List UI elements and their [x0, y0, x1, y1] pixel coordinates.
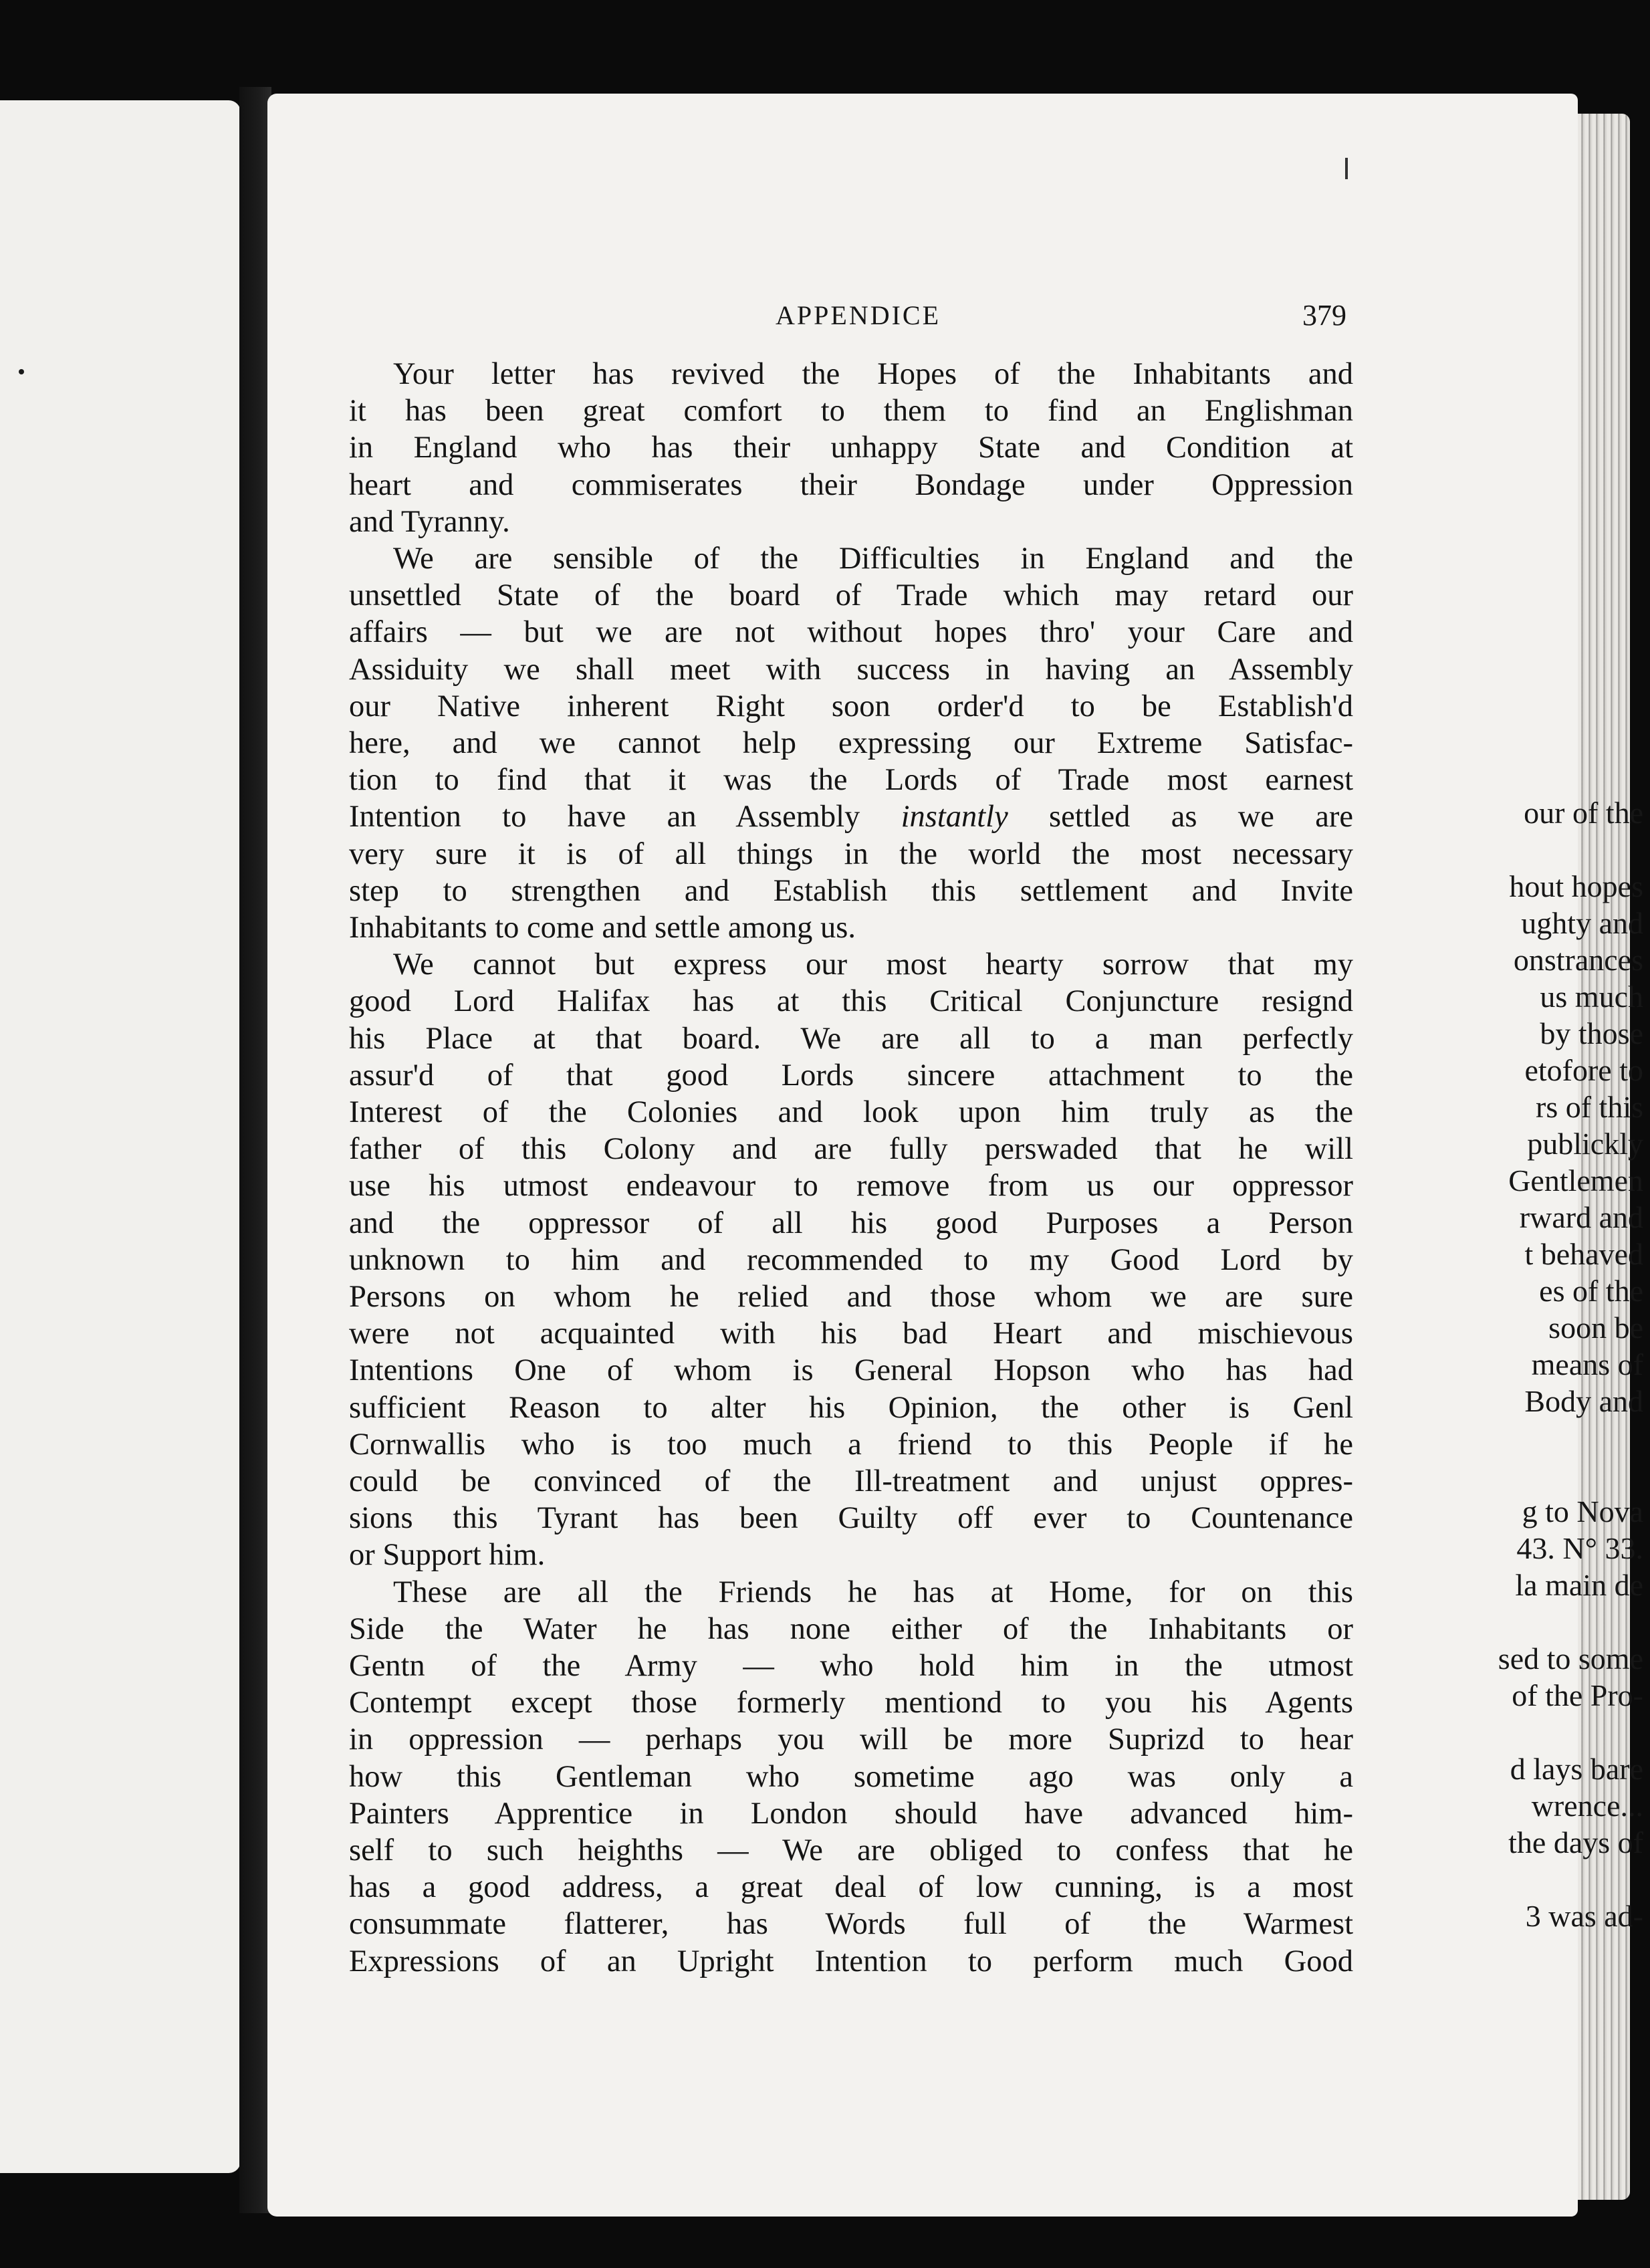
body-line: These are all the Friends he has at Home, for on this — [393, 1575, 1353, 1609]
left-page-line: es of the — [1539, 1274, 1643, 1308]
body-line: We cannot but express our most hearty sorrow that my — [393, 947, 1353, 982]
body-line: father of this Colony and are fully perswaded that he will — [349, 1132, 1353, 1166]
body-line: Side the Water he has none either of the Inhabitants or — [349, 1612, 1353, 1646]
page-number: 379 — [1302, 299, 1346, 332]
body-line: heart and commiserates their Bondage under Oppression — [349, 468, 1353, 502]
left-page-line: soon be — [1548, 1311, 1643, 1345]
left-page-line: Gentlemen — [1508, 1163, 1643, 1198]
left-page-line: ughty and — [1521, 906, 1643, 940]
left-page-line: t behaved — [1524, 1237, 1643, 1271]
left-page — [0, 100, 241, 2173]
left-page-line: wrence... — [1531, 1789, 1643, 1823]
body-line: Expressions of an Upright Intention to perform much Good — [349, 1944, 1353, 1978]
body-line: Cornwallis who is too much a friend to this People if he — [349, 1428, 1353, 1462]
body-line: Intentions One of whom is General Hopson who has had — [349, 1353, 1353, 1387]
left-page-line: sed to some — [1498, 1641, 1643, 1676]
body-line: sufficient Reason to alter his Opinion, the other is Genl — [349, 1391, 1353, 1425]
body-line: unsettled State of the board of Trade which may retard our — [349, 578, 1353, 612]
left-page-line: 43. N° 33. — [1516, 1531, 1643, 1565]
body-line: how this Gentleman who sometime ago was only a — [349, 1760, 1353, 1794]
body-line: consummate flatterer, has Words full of the Warmest — [349, 1907, 1353, 1941]
body-line: Intention to have an Assembly instantly settled as we are — [349, 800, 1353, 834]
body-line: tion to find that it was the Lords of Trade most earnest — [349, 763, 1353, 797]
left-page-line: our of the — [1524, 796, 1643, 830]
italic-word: instantly — [901, 800, 1008, 834]
left-page-line: onstrances — [1513, 943, 1643, 977]
left-page-line: d lays bare — [1510, 1752, 1643, 1786]
body-line: We are sensible of the Difficulties in England and the — [393, 542, 1353, 576]
left-page-line: rs of this — [1536, 1090, 1643, 1124]
left-page-line: hout hopes — [1509, 869, 1643, 903]
body-line: and the oppressor of all his good Purposes a Person — [349, 1206, 1353, 1240]
body-line: or Support him. — [349, 1538, 546, 1572]
ink-dot — [19, 369, 24, 374]
body-line: Painters Apprentice in London should have advanced him- — [349, 1797, 1353, 1831]
left-page-line: 3 was ad- — [1525, 1899, 1643, 1933]
body-line: use his utmost endeavour to remove from us our oppressor — [349, 1169, 1353, 1203]
body-line: assur'd of that good Lords sincere attachment to the — [349, 1058, 1353, 1093]
body-line: self to such heighths — We are obliged to confess that he — [349, 1833, 1353, 1867]
left-page-line: publickly — [1527, 1127, 1643, 1161]
left-page-line: Body and — [1524, 1384, 1643, 1418]
left-page-line: us much — [1540, 980, 1643, 1014]
running-head: APPENDICE — [776, 300, 941, 330]
body-line: Contempt except those formerly mentiond to you his Agents — [349, 1686, 1353, 1720]
left-page-line: of the Pro- — [1512, 1678, 1643, 1712]
book-spine — [239, 87, 271, 2213]
body-line: step to strengthen and Establish this settlement and Invite — [349, 874, 1353, 908]
body-line: unknown to him and recommended to my Good Lord by — [349, 1243, 1353, 1277]
body-line: in England who has their unhappy State and Condition at — [349, 431, 1353, 465]
body-line: Gentn of the Army — who hold him in the utmost — [349, 1649, 1353, 1683]
body-line: his Place at that board. We are all to a man perfectly — [349, 1022, 1353, 1056]
body-line: Your letter has revived the Hopes of the Inhabitants and — [393, 357, 1353, 391]
left-page-line: la main de — [1515, 1568, 1643, 1602]
body-line: very sure it is of all things in the world the most necessary — [349, 837, 1353, 871]
body-line: Persons on whom he relied and those whom we are sure — [349, 1280, 1353, 1314]
body-line: Assiduity we shall meet with success in having an Assembly — [349, 653, 1353, 687]
body-line: affairs — but we are not without hopes thro' your Care and — [349, 615, 1353, 649]
left-page-line: etofore to — [1524, 1053, 1643, 1087]
left-page-line: by those — [1540, 1016, 1643, 1050]
body-line: were not acquainted with his bad Heart and mischievous — [349, 1317, 1353, 1351]
left-page-line: rward and — [1519, 1200, 1643, 1234]
body-line: our Native inherent Right soon order'd to be Establish'd — [349, 689, 1353, 723]
body-line: Inhabitants to come and settle among us. — [349, 911, 856, 945]
body-line: it has been great comfort to them to find an Englishman — [349, 394, 1353, 428]
body-line: and Tyranny. — [349, 505, 510, 539]
left-page-line: g to Nova — [1522, 1494, 1643, 1528]
body-line: has a good address, a great deal of low cunning, is a most — [349, 1870, 1353, 1904]
body-line: sions this Tyrant has been Guilty off ever to Countenance — [349, 1501, 1353, 1535]
body-line: in oppression — perhaps you will be more Suprizd to hear — [349, 1722, 1353, 1756]
left-page-line: the days of — [1508, 1825, 1643, 1859]
margin-mark — [1345, 158, 1348, 179]
body-line: good Lord Halifax has at this Critical Conjuncture resignd — [349, 984, 1353, 1018]
body-line: Interest of the Colonies and look upon him truly as the — [349, 1095, 1353, 1129]
body-line: could be convinced of the Ill-treatment and unjust oppres- — [349, 1464, 1353, 1498]
left-page-line: means of — [1531, 1347, 1643, 1381]
body-line: here, and we cannot help expressing our Extreme Satisfac- — [349, 726, 1353, 760]
